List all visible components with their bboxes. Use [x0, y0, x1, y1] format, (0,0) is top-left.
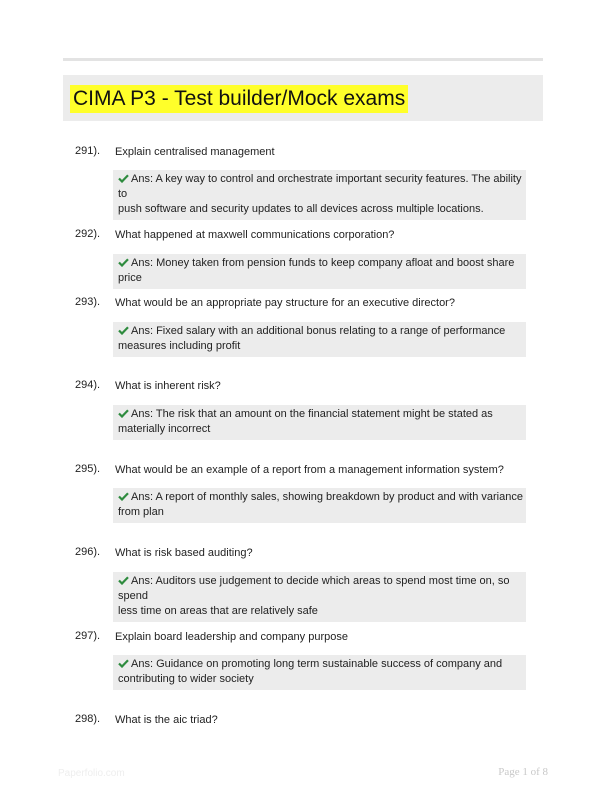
question-number: 298). — [75, 713, 101, 725]
answer-line: measures including profit — [118, 340, 241, 352]
answer-line: Ans: The risk that an amount on the financial statement might be stated as — [131, 408, 493, 420]
question-number: 295). — [75, 463, 101, 475]
question-number: 294). — [75, 379, 101, 391]
answer-line: Ans: Fixed salary with an additional bonus relating to a range of performance — [131, 325, 506, 337]
answer-box — [113, 322, 526, 357]
answer-box — [113, 170, 526, 220]
question-text: Explain board leadership and company purpose — [115, 631, 348, 643]
question-text: What happened at maxwell communications corporation? — [115, 229, 395, 241]
top-divider — [63, 58, 543, 61]
check-icon — [118, 258, 129, 267]
answer-line: Ans: Auditors use judgement to decide which areas to spend most time on, so spend — [118, 575, 510, 602]
question-text: Explain centralised management — [115, 146, 275, 158]
question-text: What is inherent risk? — [115, 380, 221, 392]
answer-line: push software and security updates to all devices across multiple locations. — [118, 203, 484, 215]
check-icon — [118, 659, 129, 668]
answer-line: Ans: Money taken from pension funds to keep company afloat and boost share price — [118, 257, 515, 284]
title-banner — [63, 75, 543, 121]
answer-line: Ans: A report of monthly sales, showing breakdown by product and with variance — [131, 491, 523, 503]
answer-box — [113, 655, 526, 690]
answer-line: Ans: Guidance on promoting long term sustainable success of company and — [131, 658, 503, 670]
answer-line: less time on areas that are relatively safe — [118, 605, 318, 617]
question-number: 296). — [75, 546, 101, 558]
check-icon — [118, 492, 129, 501]
answer-line: contributing to wider society — [118, 673, 254, 685]
question-text: What is the aic triad? — [115, 714, 218, 726]
watermark-text: Paperfolio.com — [58, 768, 125, 779]
question-number: 291). — [75, 145, 101, 157]
question-number: 297). — [75, 630, 101, 642]
question-text: What would be an appropriate pay structure for an executive director? — [115, 297, 455, 309]
check-icon — [118, 576, 129, 585]
page-number: Page 1 of 8 — [498, 766, 548, 778]
answer-line: materially incorrect — [118, 423, 211, 435]
question-number: 293). — [75, 296, 101, 308]
check-icon — [118, 409, 129, 418]
page-title: CIMA P3 - Test builder/Mock exams — [70, 85, 408, 113]
answer-box — [113, 488, 526, 523]
check-icon — [118, 326, 129, 335]
question-number: 292). — [75, 228, 101, 240]
question-text: What would be an example of a report from a management information system? — [115, 464, 504, 476]
answer-box — [113, 405, 526, 440]
answer-box — [113, 572, 526, 622]
answer-line: Ans: A key way to control and orchestrate important security features. The ability to — [118, 173, 522, 200]
answer-line: from plan — [118, 506, 164, 518]
answer-box — [113, 254, 526, 289]
question-text: What is risk based auditing? — [115, 547, 253, 559]
check-icon — [118, 174, 129, 183]
